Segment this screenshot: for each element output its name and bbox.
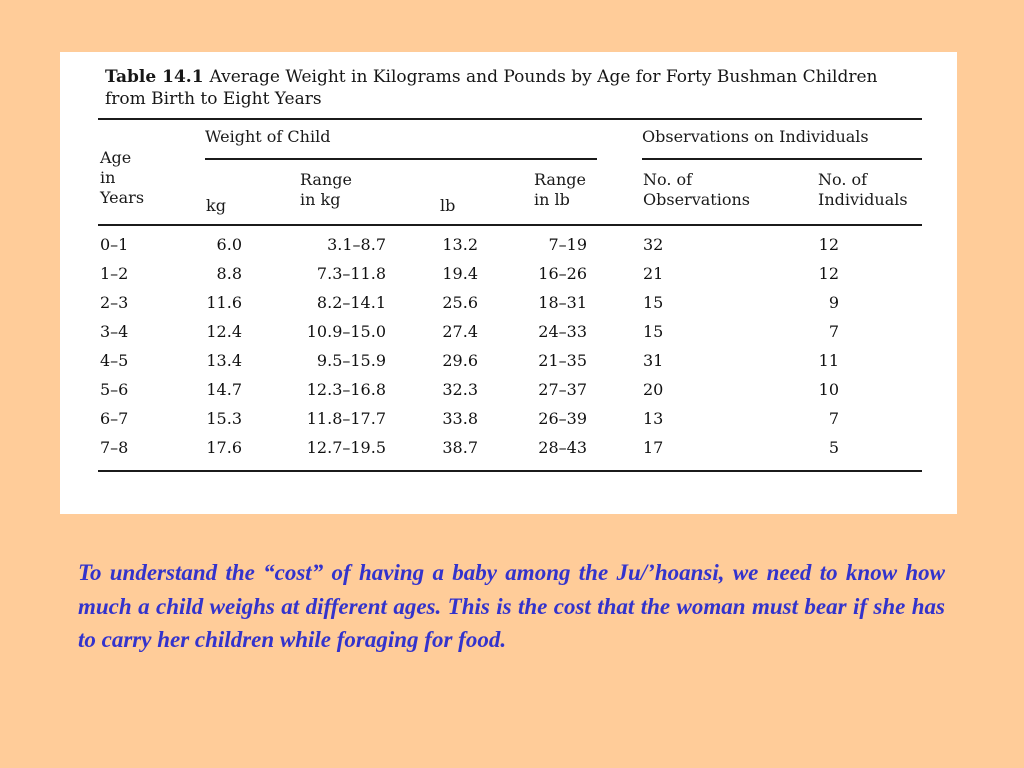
cell-lb: 13.2 — [442, 235, 478, 254]
table-image — [60, 52, 957, 514]
cell-range-lb: 18–31 — [538, 293, 587, 312]
cell-lb: 33.8 — [442, 409, 478, 428]
cell-kg: 14.7 — [206, 380, 242, 399]
cell-lb: 29.6 — [442, 351, 478, 370]
cell-num-obs: 13 — [643, 409, 664, 428]
cell-range-kg: 10.9–15.0 — [306, 322, 386, 341]
cell-lb: 19.4 — [442, 264, 478, 283]
cell-range-lb: 24–33 — [538, 322, 587, 341]
cell-kg: 6.0 — [216, 235, 242, 254]
col-header-range-kg: Range in kg — [300, 170, 352, 209]
cell-num-ind: 12 — [818, 264, 839, 283]
col-header-individuals: No. of Individuals — [818, 170, 908, 209]
cell-kg: 13.4 — [206, 351, 242, 370]
cell-range-lb: 27–37 — [538, 380, 587, 399]
cell-num-obs: 15 — [643, 322, 664, 341]
group-header-observations: Observations on Individuals — [642, 127, 869, 146]
observations-group-rule — [642, 158, 922, 160]
cell-num-obs: 20 — [643, 380, 664, 399]
cell-num-obs: 32 — [643, 235, 664, 254]
cell-range-lb: 7–19 — [548, 235, 587, 254]
cell-age: 6–7 — [100, 409, 129, 428]
header-rule — [98, 224, 922, 226]
cell-range-kg: 12.3–16.8 — [306, 380, 386, 399]
cell-kg: 17.6 — [206, 438, 242, 457]
col-header-lb: lb — [440, 196, 456, 215]
cell-num-ind: 7 — [828, 322, 839, 341]
cell-num-ind: 7 — [828, 409, 839, 428]
table-title-text: Average Weight in Kilograms and Pounds by Age for Forty Bushman Children from Birth to Eight Years — [105, 67, 878, 109]
cell-age: 2–3 — [100, 293, 129, 312]
cell-range-lb: 21–35 — [538, 351, 587, 370]
cell-lb: 32.3 — [442, 380, 478, 399]
cell-lb: 38.7 — [442, 438, 478, 457]
cell-range-lb: 16–26 — [538, 264, 587, 283]
cell-kg: 12.4 — [206, 322, 242, 341]
col-header-range-lb: Range in lb — [534, 170, 586, 209]
cell-age: 5–6 — [100, 380, 129, 399]
cell-range-kg: 12.7–19.5 — [306, 438, 386, 457]
cell-range-lb: 28–43 — [538, 438, 587, 457]
cell-age: 7–8 — [100, 438, 129, 457]
cell-kg: 11.6 — [206, 293, 242, 312]
top-rule — [98, 118, 922, 120]
col-header-kg: kg — [206, 196, 226, 215]
col-header-observations: No. of Observations — [643, 170, 750, 209]
cell-range-lb: 26–39 — [538, 409, 587, 428]
caption-text: To understand the “cost” of having a baby among the Ju/’hoansi, we need to know how much a child weighs at different ages. This is the cost that the woman must bear if she has to carry her children while foraging for food. — [78, 560, 945, 652]
table-title — [105, 66, 905, 110]
cell-age: 3–4 — [100, 322, 129, 341]
cell-num-ind: 12 — [818, 235, 839, 254]
cell-lb: 27.4 — [442, 322, 478, 341]
cell-num-obs: 17 — [643, 438, 664, 457]
cell-lb: 25.6 — [442, 293, 478, 312]
cell-range-kg: 9.5–15.9 — [316, 351, 386, 370]
cell-age: 1–2 — [100, 264, 129, 283]
cell-num-ind: 11 — [818, 351, 839, 370]
cell-range-kg: 3.1–8.7 — [327, 235, 386, 254]
bottom-rule — [98, 470, 922, 472]
cell-range-kg: 11.8–17.7 — [306, 409, 386, 428]
group-header-weight: Weight of Child — [205, 127, 331, 146]
table-label: Table 14.1 — [105, 67, 204, 87]
cell-num-obs: 15 — [643, 293, 664, 312]
col-header-age: Age in Years — [100, 148, 145, 207]
cell-kg: 8.8 — [216, 264, 242, 283]
cell-num-obs: 21 — [643, 264, 664, 283]
cell-range-kg: 7.3–11.8 — [316, 264, 386, 283]
cell-num-ind: 5 — [828, 438, 839, 457]
weight-group-rule — [205, 158, 597, 160]
cell-age: 4–5 — [100, 351, 129, 370]
cell-num-ind: 9 — [828, 293, 839, 312]
cell-num-ind: 10 — [818, 380, 839, 399]
cell-age: 0–1 — [100, 235, 129, 254]
cell-kg: 15.3 — [206, 409, 242, 428]
cell-range-kg: 8.2–14.1 — [316, 293, 386, 312]
cell-num-obs: 31 — [643, 351, 664, 370]
